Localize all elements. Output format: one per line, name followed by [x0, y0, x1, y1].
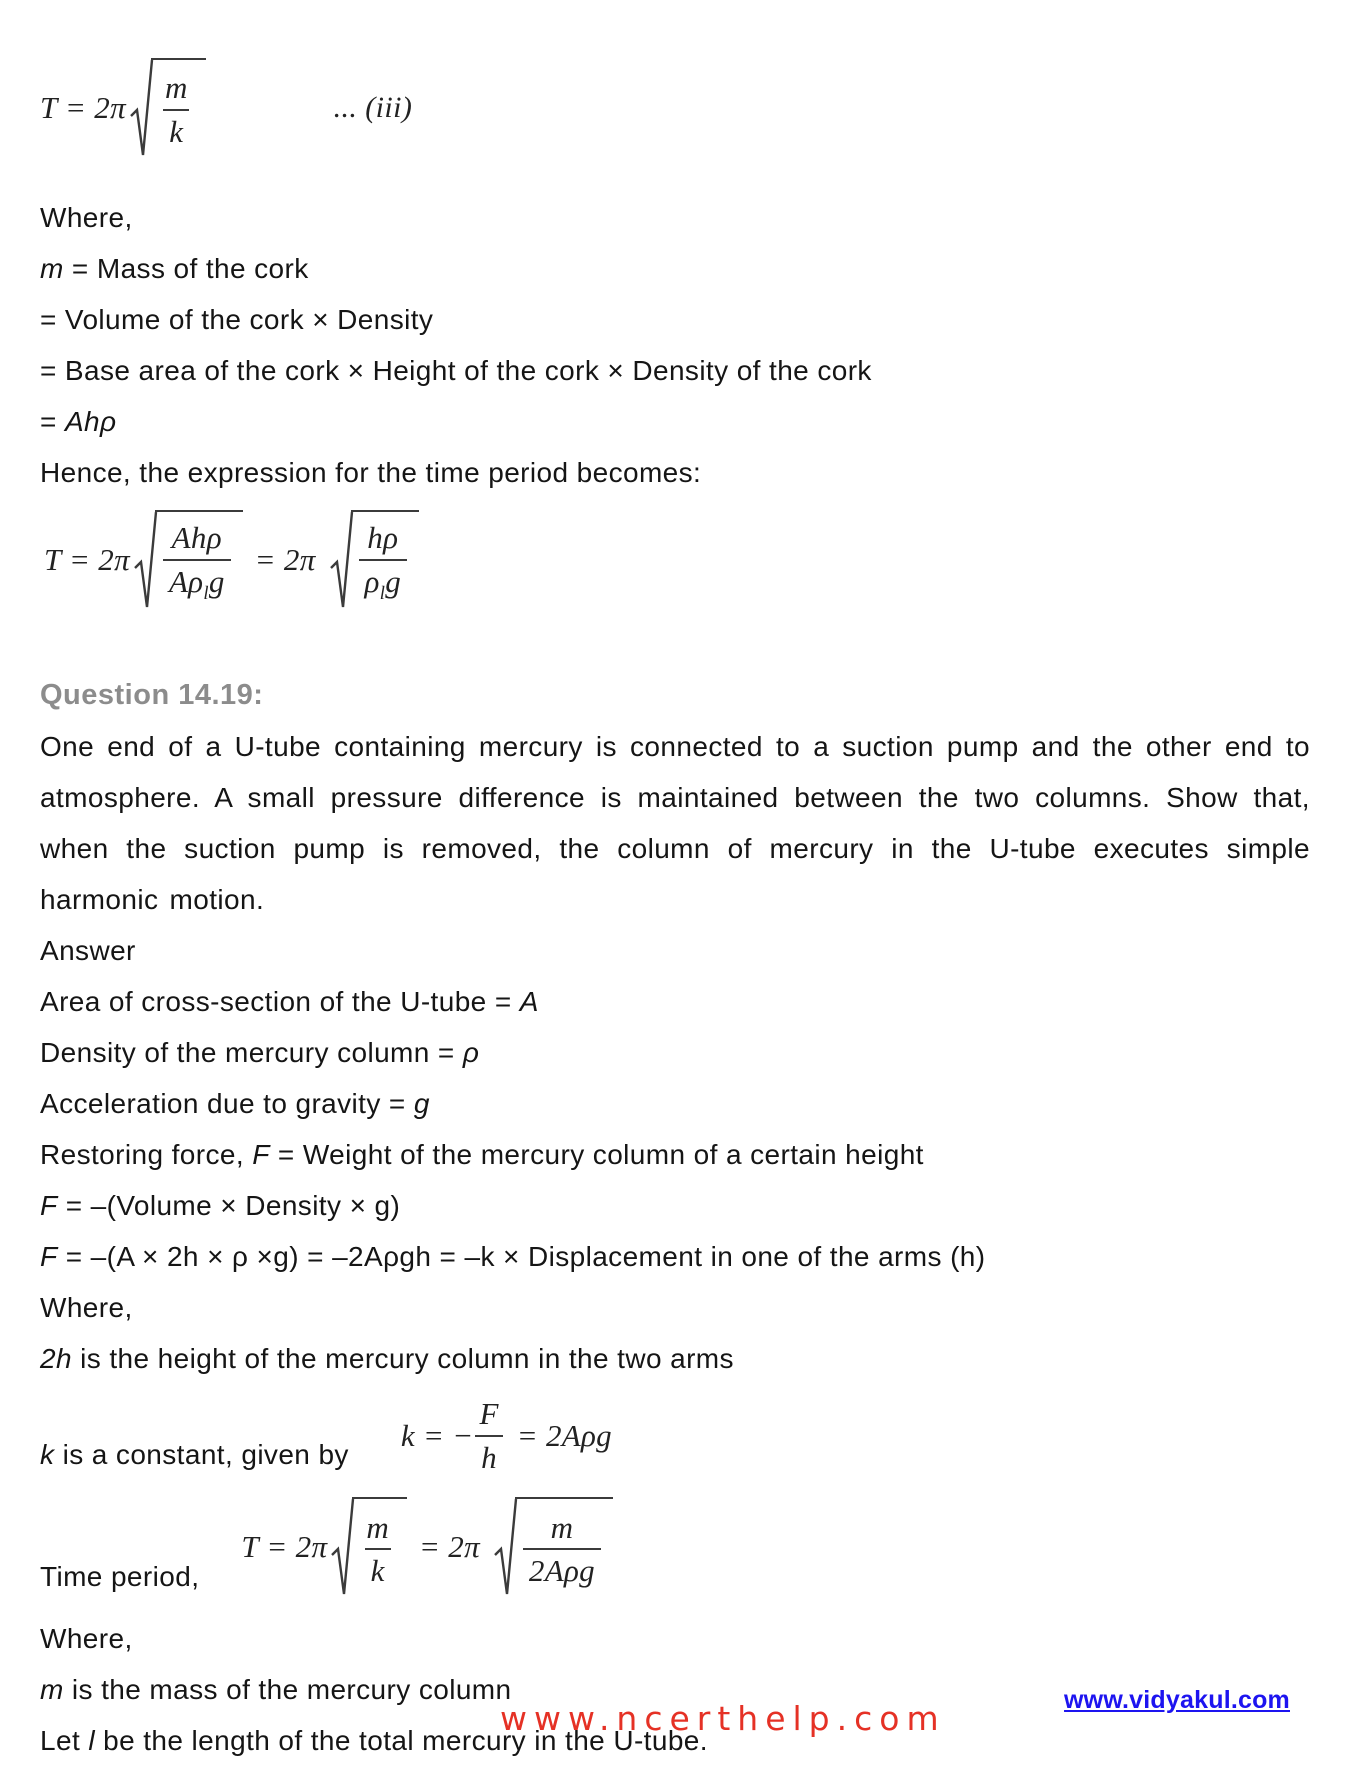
question-body: One end of a U-tube containing mercury is connected to a suction pump and the other end to atmosphere. A small pressure difference is maintained between the two columns. Show that, when the suction pump is removed, the column of mercury in the U-tube executes simple harmonic motion. — [40, 731, 1310, 915]
question-heading: Question 14.19: — [40, 679, 264, 711]
fraction — [473, 1396, 504, 1475]
ncerthelp-watermark: www.ncerthelp.com — [500, 1699, 946, 1738]
den-part: g — [385, 563, 402, 599]
fraction-numerator: m — [164, 70, 188, 106]
text-line-ahp — [40, 396, 1310, 447]
text-line-base-area: = Base area of the cork × Height of the cork × Density of the cork — [40, 355, 872, 386]
fraction — [163, 520, 231, 604]
text-line-area — [40, 976, 1310, 1027]
variable-k: k — [40, 1439, 55, 1471]
text-line-force2 — [40, 1231, 1310, 1282]
text-line-gravity — [40, 1078, 1310, 1129]
text-line-volume: = Volume of the cork × Density — [40, 304, 434, 335]
radicand — [351, 510, 419, 610]
fraction-denominator: h — [475, 1435, 503, 1476]
formula-lhs: k = − — [400, 1417, 474, 1453]
variable-m: m — [40, 253, 64, 284]
text-line-density — [40, 1027, 1310, 1078]
formula-lhs: T = 2π — [241, 1529, 328, 1565]
sqrt-group — [493, 1497, 613, 1597]
fraction-numerator: Ahρ — [171, 519, 222, 555]
equals-sign: = — [40, 406, 65, 437]
formula-k-constant — [401, 1396, 612, 1475]
text-segment: Restoring force, — [40, 1139, 253, 1170]
fraction-numerator: F — [479, 1396, 499, 1431]
fraction-numerator: m — [366, 1509, 389, 1545]
text-segment: = –(Volume × Density × g) — [57, 1190, 401, 1221]
radicand — [155, 510, 243, 610]
answer-label: Answer — [40, 935, 136, 966]
equation-iii-row — [40, 58, 1310, 158]
text-segment: Density of the mercury column = — [40, 1037, 463, 1068]
formula-cork-period — [44, 510, 419, 610]
text-line-where2: Where, — [40, 1292, 133, 1323]
text-segment: Acceleration due to gravity = — [40, 1088, 414, 1119]
formula-lhs: T = 2π — [40, 90, 126, 125]
subscript-l: l — [379, 582, 386, 604]
radical-sign-icon — [129, 58, 153, 158]
variable-l: l — [88, 1725, 95, 1757]
fraction — [159, 70, 194, 149]
text-segment: is a constant, given by — [54, 1439, 349, 1471]
variable-2h: 2h — [40, 1343, 72, 1374]
fraction — [359, 520, 407, 604]
radical-sign-icon — [329, 510, 353, 610]
fraction-numerator: hρ — [367, 519, 399, 555]
sqrt-group — [129, 58, 206, 158]
formula-mid: = 2π — [419, 1529, 480, 1565]
sqrt-group — [330, 1497, 407, 1597]
den-part: Aρ — [168, 563, 204, 599]
text-line-2h — [40, 1333, 1310, 1384]
variable-m: m — [40, 1674, 64, 1706]
text-segment: = Mass of the cork — [63, 253, 309, 284]
fraction-numerator: m — [550, 1509, 574, 1545]
text-segment: = Weight of the mercury column of a certain height — [269, 1139, 924, 1170]
text-line-restoring — [40, 1129, 1310, 1180]
text-segment: Let — [40, 1725, 89, 1757]
variable-ahp: Ahρ — [64, 406, 117, 437]
variable-rho: ρ — [462, 1037, 480, 1068]
radicand — [352, 1497, 407, 1597]
k-constant-row — [40, 1396, 1310, 1475]
radical-sign-icon — [133, 510, 157, 610]
text-segment: is the mass of the mercury column — [63, 1674, 512, 1706]
text-line-where3: Where, — [40, 1623, 133, 1655]
time-period-row — [40, 1497, 1310, 1597]
text-line-hence: Hence, the expression for the time period becomes: — [40, 457, 702, 488]
fraction-denominator — [359, 559, 407, 605]
vidyakul-link[interactable]: www.vidyakul.com — [1064, 1686, 1290, 1714]
variable-g: g — [413, 1088, 430, 1119]
fraction — [523, 1510, 601, 1589]
text-segment: = –(A × 2h × ρ ×g) = –2Aρgh = –k × Displacement in one of the arms (h) — [57, 1241, 986, 1272]
fraction-denominator: 2Aρg — [523, 1548, 601, 1589]
text-segment: is the height of the mercury column in the two arms — [71, 1343, 734, 1374]
den-part: ρ — [364, 563, 380, 599]
text-segment: be the length of the total mercury in the U-tube. — [94, 1725, 708, 1757]
cork-period-formula-row — [44, 510, 1310, 610]
radical-sign-icon — [493, 1497, 517, 1597]
equation-number-label: ... (iii) — [333, 91, 413, 124]
fraction-denominator: k — [365, 1548, 391, 1589]
fraction-denominator — [163, 559, 231, 605]
text-line-mass — [40, 243, 1310, 294]
variable-F: F — [252, 1139, 270, 1170]
formula-utube-period — [241, 1497, 613, 1597]
fraction — [360, 1510, 395, 1589]
radicand — [515, 1497, 613, 1597]
text-line-where: Where, — [40, 202, 133, 233]
radical-sign-icon — [330, 1497, 354, 1597]
sqrt-group — [329, 510, 419, 610]
radicand — [151, 58, 206, 158]
text-segment: Area of cross-section of the U-tube = — [40, 986, 520, 1017]
formula-mid: = 2π — [254, 542, 316, 577]
den-part: g — [208, 563, 225, 599]
formula-period-mk — [40, 58, 206, 158]
time-period-label: Time period, — [40, 1561, 200, 1593]
variable-A: A — [519, 986, 539, 1017]
k-constant-label — [40, 1435, 349, 1475]
variable-F: F — [40, 1190, 58, 1221]
formula-rhs: = 2Aρg — [516, 1417, 612, 1453]
subscript-l: l — [203, 582, 209, 604]
formula-lhs: T = 2π — [44, 542, 130, 577]
text-line-force1 — [40, 1180, 1310, 1231]
fraction-denominator: k — [163, 109, 189, 150]
variable-F: F — [40, 1241, 58, 1272]
sqrt-group — [133, 510, 243, 610]
